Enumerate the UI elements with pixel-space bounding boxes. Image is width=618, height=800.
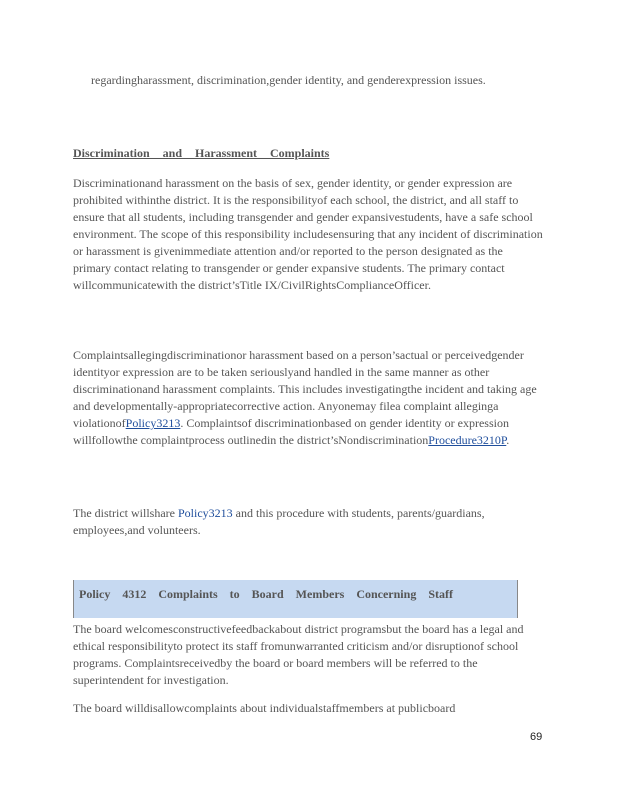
policy-3213-reference[interactable]: Policy3213: [177, 506, 233, 520]
section-heading-discrimination: Discrimination and Harassment Complaints: [73, 146, 330, 160]
procedure-3210p-link[interactable]: Procedure3210P: [428, 433, 507, 447]
policy-4312-banner: [73, 580, 518, 618]
page-number: 69: [530, 731, 543, 743]
paragraph-board-feedback: The board welcomesconstructivefeedbackabout district programsbut the board has a legal and ethical responsibilityto protect its staff fromunwarranted criticism and/or disruptionof school programs. Complaintsreceivedby the board or board members will be referred to the superintendent for investigation.: [73, 622, 524, 687]
paragraph-text: .: [506, 433, 510, 447]
policy-3213-link[interactable]: Policy3213: [125, 416, 181, 430]
paragraph-text: The district willshare: [73, 506, 178, 520]
paragraph-share-policy: [73, 505, 543, 539]
paragraph-text: and this procedure with students, parents/guardians, employees,and volunteers.: [73, 506, 485, 537]
paragraph-text: . Complaintsof discriminationbased on gender identity or expression willfollowthe complaintprocess outlinedin the district’sNondiscrimination: [73, 416, 509, 447]
paragraph-board-disallow: The board willdisallowcomplaints about individualstaffmembers at publicboard: [73, 701, 456, 715]
banner-title: Policy 4312 Complaints to Board Members Concerning Staff: [79, 587, 453, 601]
paragraph-complaints-process: [73, 347, 543, 449]
paragraph-discrimination-scope: Discriminationand harassment on the basis of sex, gender identity, or gender expression are prohibited withinthe district. It is the responsibilityof each school, the district, and all staff to ensure that all students, including transgender and gender expansivestudents, have a safe school environment. The scope of this responsibility includesensuring that any incident of discrimination or harassment is givenimmediate attention and/or reported to the person designated as the primary contact relating to transgender or gender expansive students. The primary contact willcommunicatewith the district’sTitle IX/CivilRightsComplianceOfficer.: [73, 176, 543, 292]
paragraph-text: Complaintsallegingdiscriminationor harassment based on a person’sactual or perceivedgender identityor expression are to be taken seriouslyand handled in the same manner as other discriminationand harassment complaints. This includes investigatingthe incident and taking age and developmentally-appropriatecorrective action. Anyonemay filea complaint alleginga violationof: [73, 348, 537, 430]
continued-paragraph: regardingharassment, discrimination,gender identity, and genderexpression issues.: [91, 73, 486, 87]
